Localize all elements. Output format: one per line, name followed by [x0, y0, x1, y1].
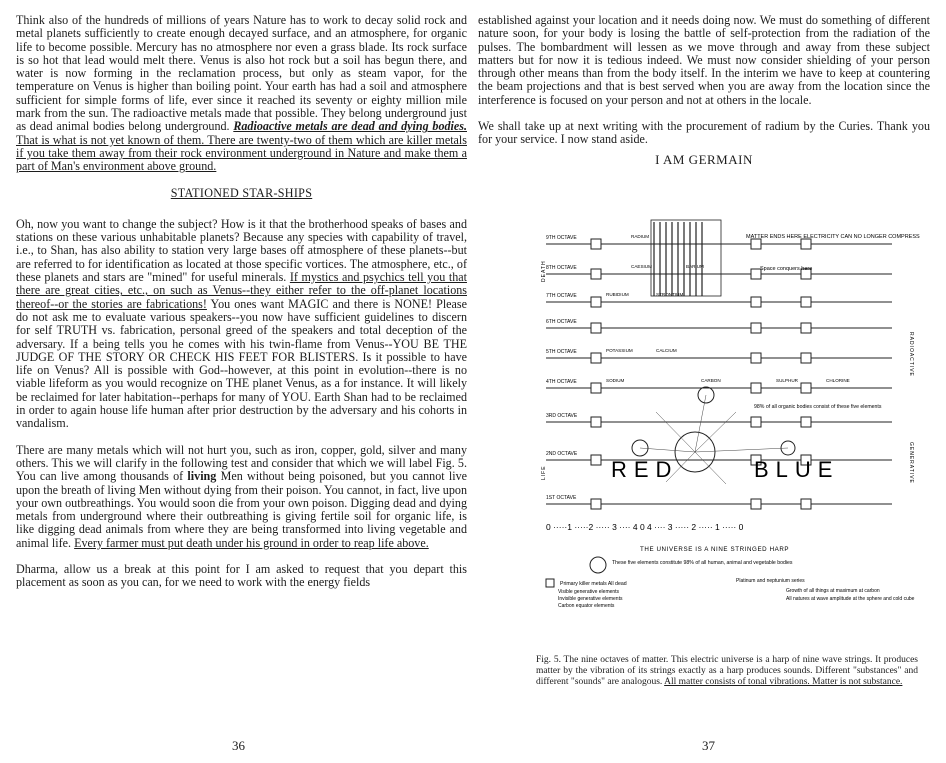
- bold-text: living: [187, 469, 217, 484]
- left-paragraph-3: [16, 444, 467, 550]
- right-paragraph-1: established against your location and it needs doing now. We must do something of different nature soon, for your body is losing the battle of self-protection from the radiation of the pulses. The bombardment will lessen as we move through and away from these subject matters but for now it is tedious indeed. We must now consider shielding of your person through other means than from the body itself. In the interim we have to keep at countering the beam projections and that is best served when you are away from the location since the interference is focused on your person and not at others in the locale.: [478, 13, 930, 107]
- octave-label: 3RD OCTAVE: [546, 413, 578, 419]
- legend-item-2: Primary killer metals All dead: [560, 581, 627, 587]
- element-label: CARBON: [701, 378, 721, 383]
- legend-right-2: Growth of all things at maximum at carbon: [786, 588, 880, 594]
- element-label: BARIUM: [686, 264, 704, 269]
- underlined-text: If mystics and psychics tell you that there are great cities, etc., on such as Venus--they either refer to the off-planet locations thereof--or the stories are fabrications!: [16, 270, 467, 311]
- element-label: RADIUM: [631, 234, 650, 239]
- side-label-generative: GENERATIVE: [908, 442, 914, 484]
- legend-item-1: These five elements constitute 98% of all human, animal and vegetable bodies: [612, 560, 793, 566]
- paragraph-text: Think also of the hundreds of millions of years Nature has to work to decay solid rock and metal planets sufficiently to create enough decayed surface, and an atmosphere, for organic life to become possible. Mercury has no atmosphere nor even a grass blade. Its rock surface is so hot that lead would melt there. Venus is also hot rock but a soil has begun there, and water is now forming in the reclamation process, but only as steam vapor, for the temperature on Venus is higher than boiling point. Your earth has had a soil and atmosphere sufficient for simple forms of life, ever since it reached its seventy or eighty million mile mark from the sun. The radioactive metals made that possible. They belong underground just as dead animal bodies belong underground.: [16, 13, 467, 134]
- top-note: MATTER ENDS HERE ELECTRICITY CAN NO LONGER COMPRESS: [746, 234, 920, 240]
- octave-label: 6TH OCTAVE: [546, 319, 577, 325]
- emphasis-text: Radioactive metals are dead and dying bodies.: [233, 119, 467, 134]
- signature: I AM GERMAIN: [655, 151, 753, 167]
- element-box: [591, 383, 601, 393]
- figure-caption: [536, 655, 918, 688]
- legend-item-3: Visible generative elements: [558, 589, 620, 595]
- element-box: [591, 297, 601, 307]
- element-box: [591, 269, 601, 279]
- element-box: [751, 239, 761, 249]
- side-label-death: DEATH: [541, 260, 547, 282]
- figure-subtitle: THE UNIVERSE IS A NINE STRINGED HARP: [640, 546, 790, 553]
- element-label: CAESIUM: [631, 264, 652, 269]
- element-box: [751, 353, 761, 363]
- nine-octaves-figure: [536, 212, 920, 609]
- paragraph-text: Men without being poisoned, but you cannot live upon the breath of living Men without dying from their poison. You cannot, in fact, live upon your own outbreathings. You would soon die from your own poison. Digging dead and dying metals from underground where their outbreathing is giving fertile soil for organic life, is like digging dead animals from where they are being transformed into living vegetable and animal life.: [16, 469, 467, 550]
- legend-item-5: Carbon equator elements: [558, 603, 615, 609]
- underlined-text: That is what is not yet known of them. There are twenty-two of them which are killer metals if you take them away from their rock environment underground in Nature and make them a part of Man's environment above ground.: [16, 132, 467, 174]
- space-note: Space conquers here: [760, 266, 813, 272]
- element-box: [751, 417, 761, 427]
- octave-label: 2ND OCTAVE: [546, 451, 578, 457]
- element-label: RUBIDIUM: [606, 292, 629, 297]
- octave-label: 1ST OCTAVE: [546, 495, 577, 501]
- organic-note: 98% of all organic bodies consist of these five elements: [754, 404, 882, 410]
- octave-label: 8TH OCTAVE: [546, 265, 577, 271]
- left-paragraph-2: [16, 218, 467, 431]
- caption-underlined: All matter consists of tonal vibrations. Matter is not substance.: [664, 677, 903, 687]
- legend-right-3: All natures at wave amplitude at the sphere and cold cube: [786, 596, 915, 602]
- element-label: SODIUM: [606, 378, 625, 383]
- element-label: CHLORINE: [826, 378, 850, 383]
- paragraph-text: You ones want MAGIC and there is NONE! Please do not ask me to evaluate various speakers--you now have sufficient guidelines to discern for self TRUTH vs. fabrication, personal greed of the speakers and total deception of the adversary. If a being tells you he comes with his twin-flame from Venus--YOU BE THE JUDGE OF THE STORY OR CHECK HIS FEET FOR BLISTERS. Is it possible to have life on Venus? All is possible with God--however, at this point in evolution--there is no viable lifeform as you would recognize on THE planet Venus, as a for instance. It will likely be reclaimed for later habitation--perhaps for many of YOU. Earth Shan had to be reclaimed in order to again house life human after prior destruction by the adversary and his cohorts in vandalism.: [16, 296, 467, 431]
- element-box: [591, 417, 601, 427]
- element-box: [751, 297, 761, 307]
- paragraph-text: Oh, now you want to change the subject? How is it that the brotherhood speaks of bases and stations on these various unhabitable planets? Because any species with capability of travel, i.e., to Shan, has also ability to station very large bases off atmosphere of these planets--but are referred to for identification as located at those specific vortices. The atmosphere, etc., of these planets and stars are "mined" for useful minerals.: [16, 216, 467, 285]
- element-box: [801, 383, 811, 393]
- element-label: STRONTIUM: [656, 292, 684, 297]
- left-paragraph-4: Dharma, allow us a break at this point for I am asked to request that you depart this placement as soon as you can, for we need to work with the energy fields: [16, 561, 467, 590]
- legend-right-1: Platinum and neptunium series: [736, 578, 805, 584]
- element-box: [591, 323, 601, 333]
- octave-label: 9TH OCTAVE: [546, 235, 577, 241]
- legend-item-4: Invisible generative elements: [558, 596, 623, 602]
- red-word: RED: [611, 457, 679, 482]
- element-box: [751, 323, 761, 333]
- left-paragraph-1: [16, 14, 467, 174]
- page-number-right: 37: [702, 738, 715, 753]
- element-label: SULPHUR: [776, 378, 798, 383]
- octave-label: 4TH OCTAVE: [546, 379, 577, 385]
- element-box: [801, 417, 811, 427]
- heading-text: STATIONED STAR-SHIPS: [170, 185, 313, 200]
- element-label: POTASSIUM: [606, 348, 633, 353]
- element-box: [591, 353, 601, 363]
- element-box: [801, 353, 811, 363]
- right-page-column: [478, 14, 930, 166]
- element-box: [801, 323, 811, 333]
- side-label-life: LIFE: [541, 465, 547, 480]
- caption-text: Fig. 5. The nine octaves of matter. This electric universe is a harp of nine wave strings. It produces matter by the vibration of its strings exactly as a harp produces sounds. Different "substances" and different "sounds" are analogous.: [536, 655, 918, 687]
- blue-word: BLUE: [754, 457, 840, 482]
- left-page-column: [16, 14, 467, 603]
- section-heading: [16, 187, 467, 200]
- page-number-left: 36: [232, 738, 245, 753]
- element-label: CALCIUM: [656, 348, 677, 353]
- element-box: [801, 239, 811, 249]
- element-box: [591, 499, 601, 509]
- element-box: [751, 383, 761, 393]
- element-box: [591, 455, 601, 465]
- element-box: [591, 239, 601, 249]
- element-box: [801, 499, 811, 509]
- octave-label: 7TH OCTAVE: [546, 293, 577, 299]
- paragraph-text: There are many metals which will not hurt you, such as iron, copper, gold, silver and many others. This we will clarify in the following test and consider that which we will label Fig. 5. You can live among thousands of: [16, 442, 467, 484]
- element-box: [801, 297, 811, 307]
- element-box: [751, 499, 761, 509]
- right-paragraph-2: We shall take up at next writing with the procurement of radium by the Curies. Thank you for your service. I now stand aside.: [478, 119, 930, 147]
- side-label-radioactive: RADIOACTIVE: [908, 332, 914, 377]
- bottom-scale: 0 ·····1 ·····2 ····· 3 ···· 4 0 4 ···· 3 ····· 2 ····· 1 ····· 0: [546, 522, 744, 532]
- underlined-text: Every farmer must put death under his ground in order to reap life above.: [74, 535, 429, 550]
- octave-label: 5TH OCTAVE: [546, 349, 577, 355]
